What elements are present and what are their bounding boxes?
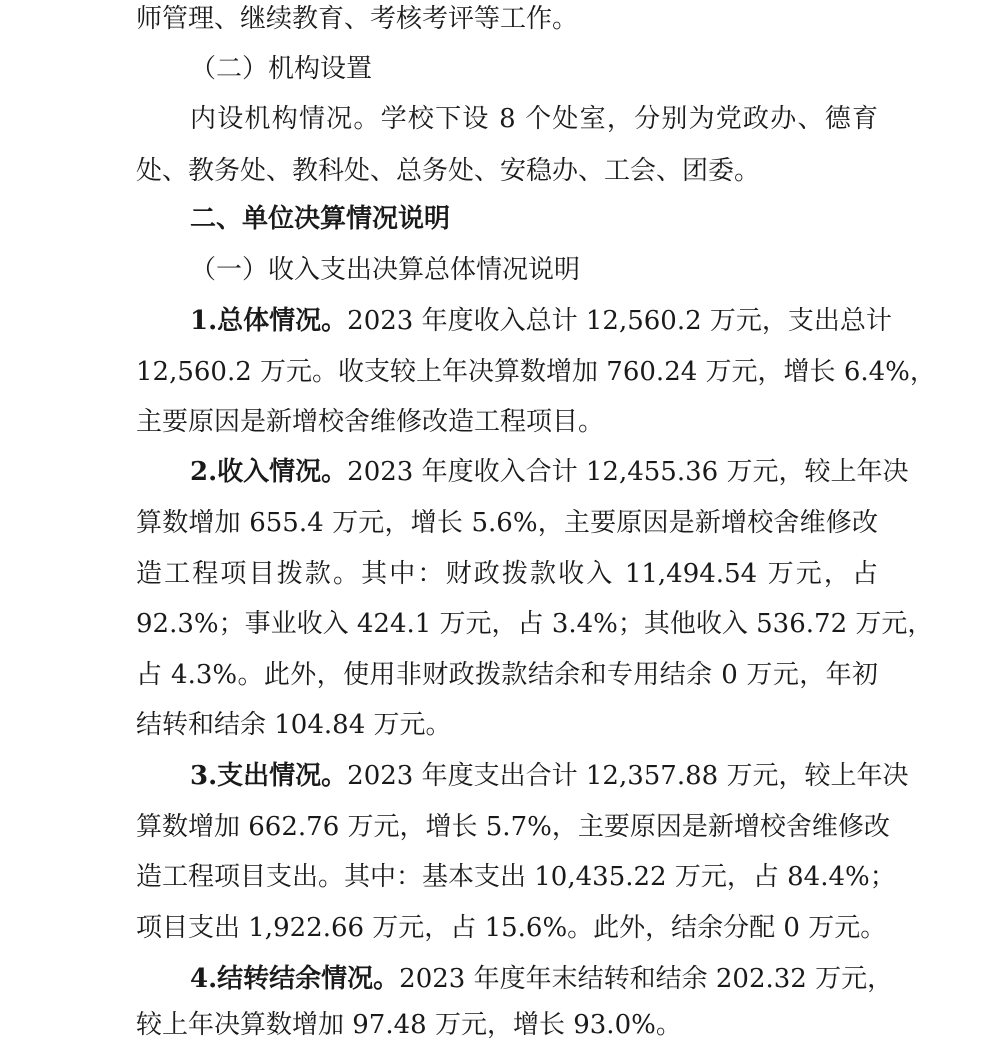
text-line: 造工程项目拨款。其中：财政拨款收入 11,494.54 万元，占	[136, 559, 878, 589]
section-heading: 二、单位决算情况说明	[190, 204, 451, 234]
paragraph-line	[190, 962, 894, 996]
text-line: 内设机构情况。学校下设 8 个处室，分别为党政办、德育	[190, 104, 878, 134]
text-line: 主要原因是新增校舍维修改造工程项目。	[136, 407, 605, 437]
paragraph-text: 2023 年度收入总计 12,560.2 万元，支出总计	[347, 306, 892, 336]
text-line: 较上年决算数增加 97.48 万元，增长 93.0%。	[136, 1010, 682, 1040]
paragraph-title: 4.结转结余情况。	[190, 964, 400, 994]
paragraph-line	[190, 455, 909, 489]
text-line: 算数增加 662.76 万元，增长 5.7%，主要原因是新增校舍维修改	[136, 812, 890, 842]
paragraph-title: 3.支出情况。	[190, 761, 348, 791]
text-line: 12,560.2 万元。收支较上年决算数增加 760.24 万元，增长 6.4%，	[136, 357, 936, 387]
paragraph-text: 2023 年度支出合计 12,357.88 万元，较上年决	[347, 761, 909, 791]
text-line: 造工程项目支出。其中：基本支出 10,435.22 万元，占 84.4%；	[136, 862, 896, 892]
paragraph-text: 2023 年度收入合计 12,455.36 万元，较上年决	[347, 457, 909, 487]
text-line: 处、教务处、教科处、总务处、安稳办、工会、团委。	[136, 156, 761, 186]
subsection-heading-org-setup: （二）机构设置	[190, 54, 373, 84]
paragraph-title: 1.总体情况。	[190, 306, 348, 336]
subsection-heading: （一）收入支出决算总体情况说明	[190, 255, 581, 285]
paragraph-line	[190, 759, 909, 793]
text-line: 结转和结余 104.84 万元。	[136, 710, 452, 740]
text-line: 占 4.3%。此外，使用非财政拨款结余和专用结余 0 万元，年初	[136, 660, 878, 690]
text-line: 师管理、继续教育、考核考评等工作。	[136, 4, 579, 34]
text-line: 算数增加 655.4 万元，增长 5.6%，主要原因是新增校舍维修改	[136, 508, 878, 538]
text-line: 项目支出 1,922.66 万元，占 15.6%。此外，结余分配 0 万元。	[136, 913, 887, 943]
paragraph-text: 2023 年度年末结转和结余 202.32 万元，	[399, 964, 894, 994]
paragraph-line	[190, 304, 892, 338]
text-line: 92.3%；事业收入 424.1 万元，占 3.4%；其他收入 536.72 万元，	[136, 609, 934, 639]
paragraph-title: 2.收入情况。	[190, 457, 348, 487]
